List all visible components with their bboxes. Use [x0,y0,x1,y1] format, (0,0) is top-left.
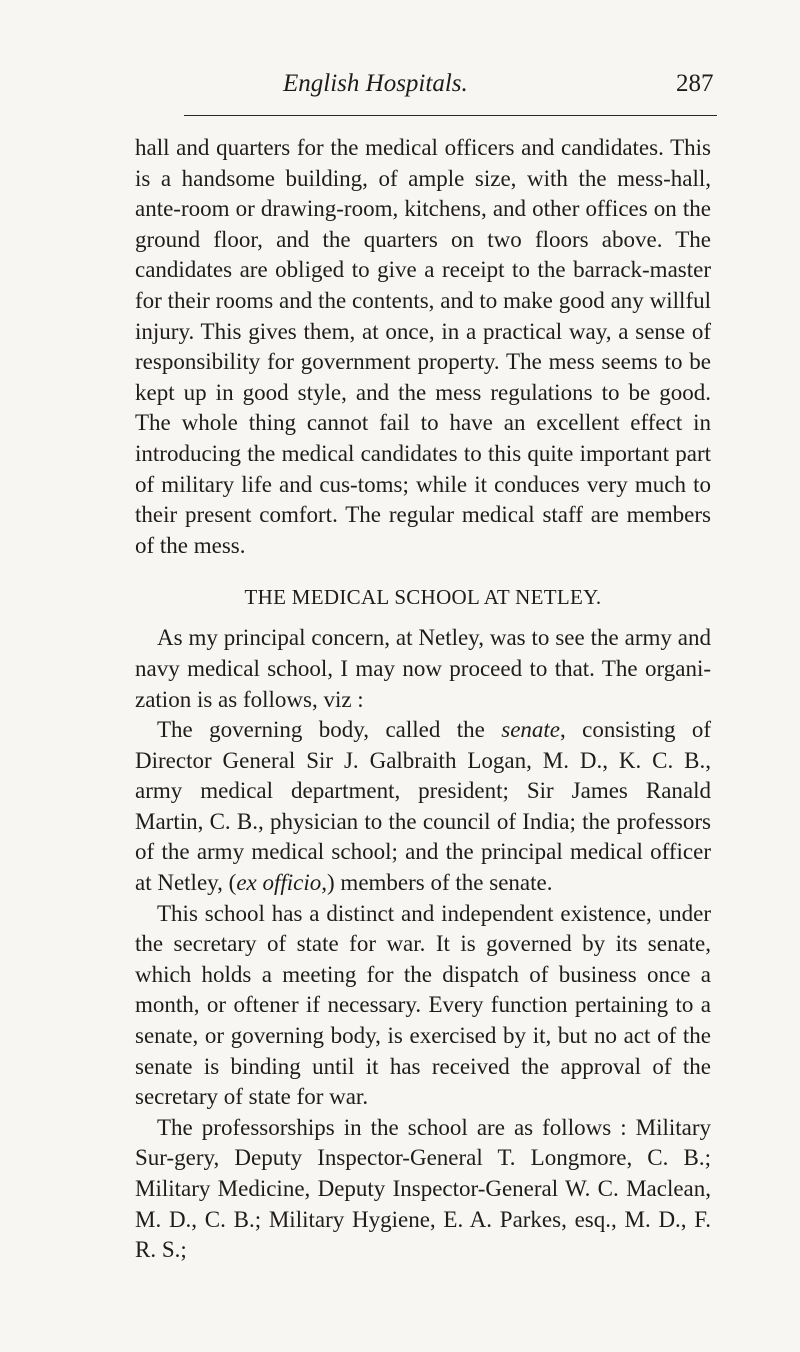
page-number: 287 [676,70,714,97]
text-run: The governing body, called the [157,717,502,743]
paragraph-school-existence: This school has a distinct and independent existence, under the secretary of state for war. It is governed by its senate, which holds a meeting for the dispatch of business once a month, or oftener if necessary. Every function pertaining to a senate, or governing body, is exercised by it, but no act of the senate is binding until it has received the approval of the secretary of state for war. [135,900,711,1110]
paragraph-professorships: The professorships in the school are as follows : Military Sur-gery, Deputy Inspector-General T. Longmore, C. B.; Military Medicine, Deputy Inspector-General W. C. Maclean, M. D., C. B.; Military Hygiene, E. A. Parkes, esq., M. D., F. R. S.; [135,1114,711,1263]
paragraph-organization: As my principal concern, at Netley, was to see the army and navy medical school, I may now proceed to that. The organi-zation is as follows, viz : [135,625,711,712]
running-head [0,70,800,110]
paragraph-governing-body [135,715,711,899]
text-run: , consisting of Director General Sir J. Galbraith Logan, M. D., K. C. B., army medical department, president; Sir James Ranald Martin, C. B., physician to the council of India; the professors of the army medical school; and the principal medical officer at Netley, ( [135,717,711,896]
paragraph-continued: hall and quarters for the medical officers and candidates. This is a handsome building, of ample size, with the mess-hall, ante-room or drawing-room, kitchens, and other offices on the ground floor, and the quarters on two floors above. The candidates are obliged to give a receipt to the barrack-master for their rooms and the contents, and to make good any willful injury. This gives them, at once, in a practical way, a sense of responsibility for government property. The mess seems to be kept up in good style, and the mess regulations to be good. The whole thing cannot fail to have an excellent effect in introducing the medical candidates to this quite important part of military life and cus-toms; while it conduces very much to their present comfort. The regular medical staff are members of the mess. [135,135,711,558]
italic-ex-officio: ex officio, [236,870,328,896]
section-heading: THE MEDICAL SCHOOL AT NETLEY. [244,585,602,610]
running-title: English Hospitals. [283,70,468,97]
text-run: ) members of the senate. [327,870,553,896]
header-rule [184,115,717,116]
italic-senate: senate [501,717,561,743]
body-text [135,133,711,1266]
